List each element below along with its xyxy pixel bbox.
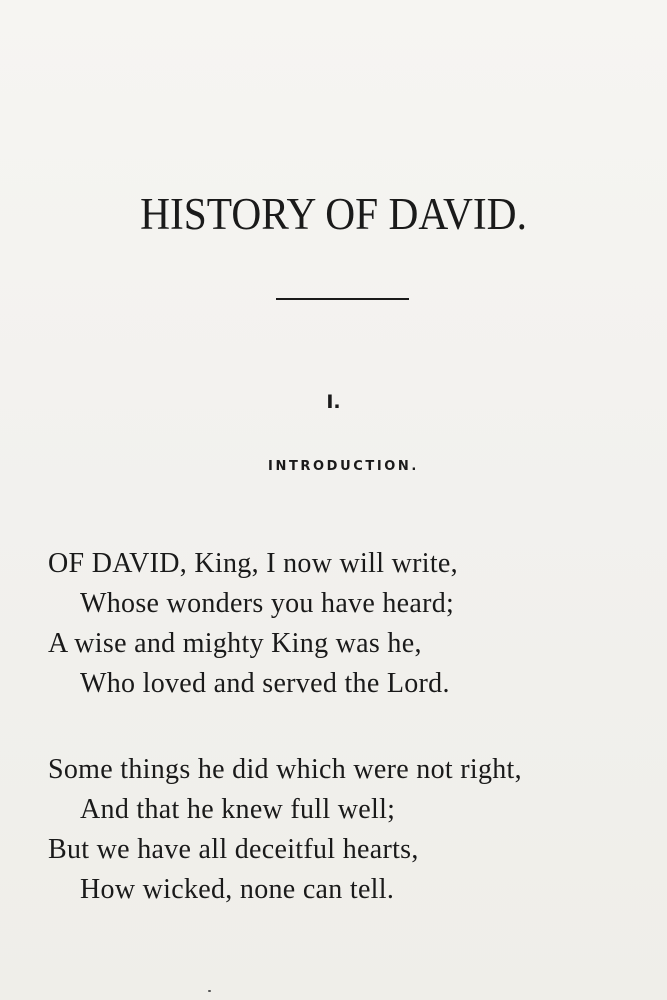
verse-line: How wicked, none can tell.	[80, 874, 395, 905]
verse-line: But we have all deceitful hearts,	[48, 834, 419, 865]
stanza-1	[48, 544, 648, 704]
title-divider-rule	[276, 298, 409, 300]
chapter-title: INTRODUCTION.	[268, 459, 419, 474]
chapter-number: I.	[326, 391, 341, 413]
verse-line: Who loved and served the Lord.	[80, 668, 450, 699]
verse-line: Whose wonders you have heard;	[80, 588, 455, 619]
print-speck	[208, 990, 211, 992]
book-title: HISTORY OF DAVID.	[140, 189, 527, 239]
verse-line: A wise and mighty King was he,	[48, 628, 422, 659]
stanza-2	[48, 750, 648, 910]
verse-line: OF DAVID, King, I now will write,	[48, 548, 458, 579]
verse-line: Some things he did which were not right,	[48, 754, 522, 785]
verse-line: And that he knew full well;	[80, 794, 396, 825]
